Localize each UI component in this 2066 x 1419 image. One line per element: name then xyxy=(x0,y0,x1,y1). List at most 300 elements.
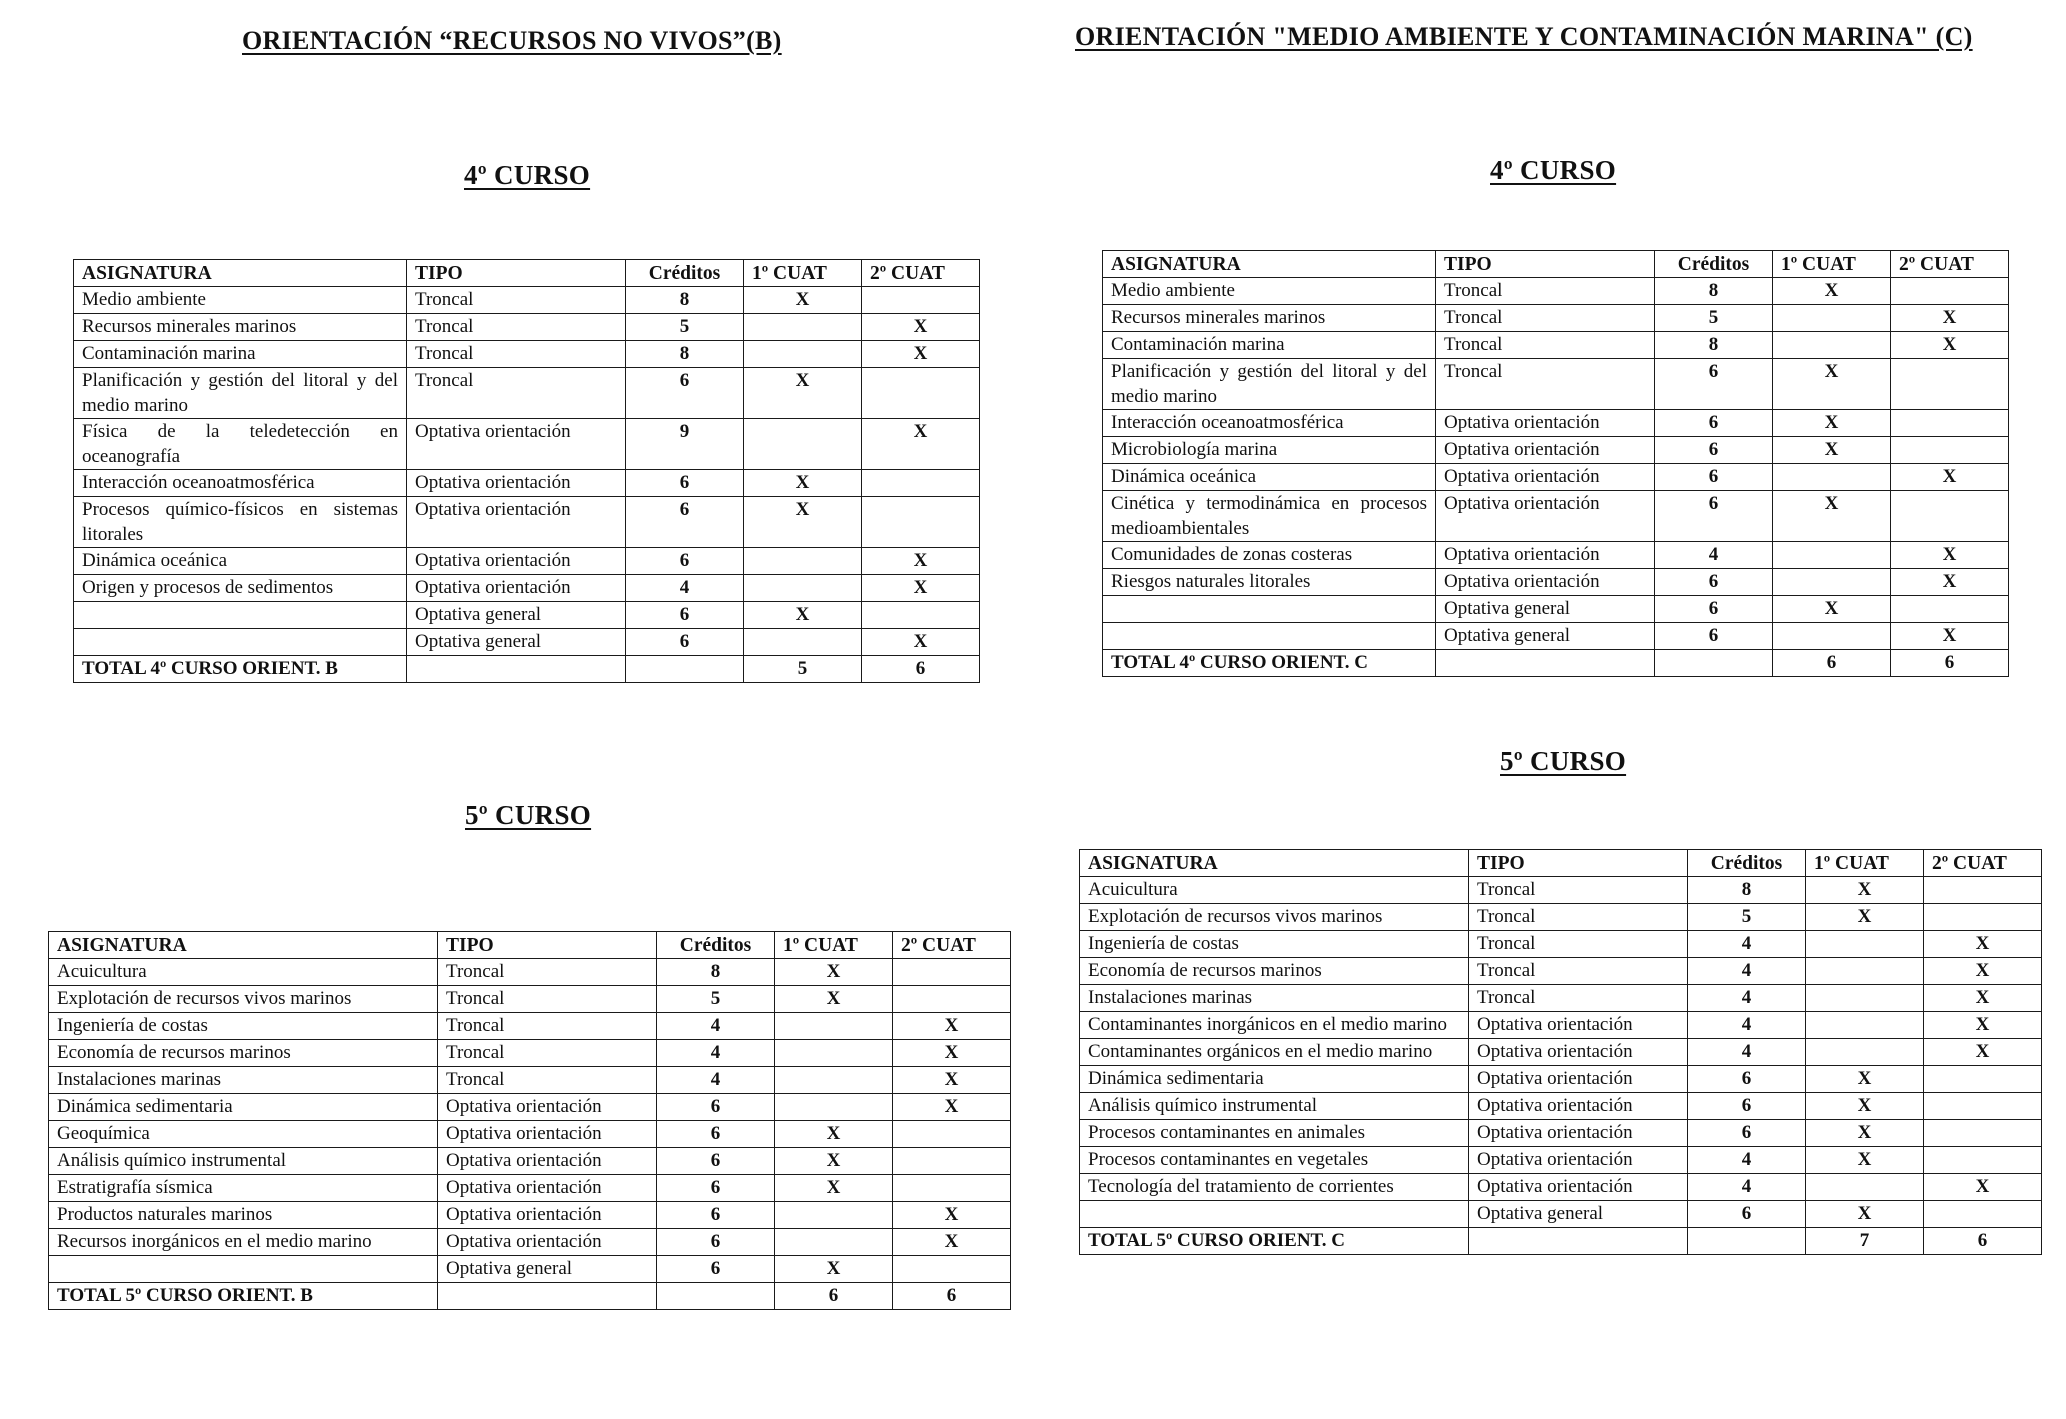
cuat2-cell xyxy=(1924,1120,2042,1147)
table-header-row xyxy=(74,260,980,287)
column-header: 1º CUAT xyxy=(1806,850,1924,877)
total-cell: 6 xyxy=(775,1283,893,1310)
table-row xyxy=(1103,569,2009,596)
table-row xyxy=(1080,1120,2042,1147)
credits-cell: 6 xyxy=(657,1256,775,1283)
cuat1-cell: X xyxy=(1806,904,1924,931)
subject-cell: Contaminación marina xyxy=(74,341,407,368)
table-row xyxy=(1080,1066,2042,1093)
credits-cell: 8 xyxy=(1655,332,1773,359)
column-header: ASIGNATURA xyxy=(49,932,438,959)
table-header-row xyxy=(1080,850,2042,877)
subject-cell: Ingeniería de costas xyxy=(49,1013,438,1040)
table-row xyxy=(1103,305,2009,332)
total-cell xyxy=(438,1283,657,1310)
type-cell: Optativa general xyxy=(407,629,626,656)
credits-cell: 4 xyxy=(626,575,744,602)
type-cell: Optativa orientación xyxy=(1436,491,1655,542)
cuat2-cell: X xyxy=(893,1202,1011,1229)
credits-cell: 6 xyxy=(626,470,744,497)
subject-cell: Ingeniería de costas xyxy=(1080,931,1469,958)
subject-cell: Recursos inorgánicos en el medio marino xyxy=(49,1229,438,1256)
subject-cell xyxy=(49,1256,438,1283)
cuat1-cell xyxy=(1773,464,1891,491)
credits-cell: 4 xyxy=(657,1013,775,1040)
subject-cell: Medio ambiente xyxy=(74,287,407,314)
cuat2-cell xyxy=(1924,1093,2042,1120)
table-row xyxy=(1103,437,2009,464)
type-cell: Optativa orientación xyxy=(407,497,626,548)
column-header: Créditos xyxy=(626,260,744,287)
cuat2-cell: X xyxy=(1891,623,2009,650)
cuat1-cell xyxy=(775,1013,893,1040)
total-cell xyxy=(1469,1228,1688,1255)
table-row xyxy=(1080,877,2042,904)
subject-cell: Economía de recursos marinos xyxy=(49,1040,438,1067)
table-row xyxy=(49,1013,1011,1040)
credits-cell: 6 xyxy=(657,1175,775,1202)
cuat2-cell xyxy=(862,470,980,497)
credits-cell: 6 xyxy=(1655,464,1773,491)
subject-cell: Explotación de recursos vivos marinos xyxy=(1080,904,1469,931)
credits-cell: 5 xyxy=(1655,305,1773,332)
credits-cell: 4 xyxy=(657,1067,775,1094)
table-row xyxy=(1080,1201,2042,1228)
curso5-c-heading: 5º CURSO xyxy=(1500,746,1627,776)
cuat2-cell: X xyxy=(862,629,980,656)
credits-cell: 6 xyxy=(1688,1120,1806,1147)
cuat2-cell: X xyxy=(893,1040,1011,1067)
type-cell: Optativa general xyxy=(1469,1201,1688,1228)
table-row xyxy=(1080,1012,2042,1039)
curso4-c-table xyxy=(1102,250,2009,677)
table-row xyxy=(49,1094,1011,1121)
table-row xyxy=(1080,1147,2042,1174)
cuat1-cell xyxy=(775,1094,893,1121)
type-cell: Optativa orientación xyxy=(438,1202,657,1229)
subject-cell: Contaminantes inorgánicos en el medio marino xyxy=(1080,1012,1469,1039)
type-cell: Optativa orientación xyxy=(1436,410,1655,437)
table-row xyxy=(74,470,980,497)
cuat1-cell xyxy=(1806,1012,1924,1039)
subject-cell: Dinámica oceánica xyxy=(1103,464,1436,491)
type-cell: Optativa general xyxy=(1436,596,1655,623)
subject-cell xyxy=(1103,596,1436,623)
type-cell: Troncal xyxy=(438,959,657,986)
credits-cell: 6 xyxy=(657,1202,775,1229)
table-row xyxy=(49,1121,1011,1148)
cuat1-cell: X xyxy=(1806,877,1924,904)
table-header-row xyxy=(49,932,1011,959)
credits-cell: 4 xyxy=(1655,542,1773,569)
type-cell: Troncal xyxy=(407,314,626,341)
table-row xyxy=(1103,596,2009,623)
cuat1-cell: X xyxy=(744,602,862,629)
table-row xyxy=(74,548,980,575)
subject-cell: Dinámica oceánica xyxy=(74,548,407,575)
credits-cell: 6 xyxy=(1688,1201,1806,1228)
total-cell: 6 xyxy=(1924,1228,2042,1255)
table-row xyxy=(74,419,980,470)
table-row xyxy=(1103,359,2009,410)
curso5-b-heading: 5º CURSO xyxy=(465,800,592,830)
subject-cell: Contaminación marina xyxy=(1103,332,1436,359)
subject-cell: Estratigrafía sísmica xyxy=(49,1175,438,1202)
table-row xyxy=(1080,904,2042,931)
credits-cell: 9 xyxy=(626,419,744,470)
credits-cell: 5 xyxy=(657,986,775,1013)
cuat2-cell xyxy=(893,1256,1011,1283)
subject-cell: Tecnología del tratamiento de corrientes xyxy=(1080,1174,1469,1201)
cuat2-cell xyxy=(1924,904,2042,931)
credits-cell: 8 xyxy=(1655,278,1773,305)
subject-cell xyxy=(1080,1201,1469,1228)
type-cell: Optativa orientación xyxy=(438,1121,657,1148)
type-cell: Optativa orientación xyxy=(1469,1174,1688,1201)
type-cell: Troncal xyxy=(1469,931,1688,958)
credits-cell: 6 xyxy=(1655,491,1773,542)
cuat2-cell xyxy=(862,287,980,314)
column-header: TIPO xyxy=(1436,251,1655,278)
type-cell: Optativa orientación xyxy=(1469,1012,1688,1039)
table-row xyxy=(1103,623,2009,650)
credits-cell: 4 xyxy=(1688,1012,1806,1039)
total-label: TOTAL 5º CURSO ORIENT. B xyxy=(49,1283,438,1310)
total-label: TOTAL 4º CURSO ORIENT. B xyxy=(74,656,407,683)
type-cell: Optativa orientación xyxy=(1469,1039,1688,1066)
table-row xyxy=(49,959,1011,986)
table-row xyxy=(74,602,980,629)
type-cell: Troncal xyxy=(1436,278,1655,305)
subject-cell: Procesos contaminantes en vegetales xyxy=(1080,1147,1469,1174)
cuat1-cell xyxy=(1773,332,1891,359)
credits-cell: 4 xyxy=(1688,1039,1806,1066)
credits-cell: 4 xyxy=(1688,958,1806,985)
credits-cell: 6 xyxy=(1655,359,1773,410)
cuat2-cell xyxy=(1924,1066,2042,1093)
cuat2-cell: X xyxy=(893,1094,1011,1121)
type-cell: Optativa orientación xyxy=(407,419,626,470)
total-row xyxy=(49,1283,1011,1310)
cuat1-cell: X xyxy=(775,959,893,986)
cuat1-cell: X xyxy=(744,287,862,314)
cuat2-cell: X xyxy=(862,314,980,341)
cuat1-cell xyxy=(744,341,862,368)
column-header: Créditos xyxy=(1688,850,1806,877)
type-cell: Troncal xyxy=(438,1013,657,1040)
table-row xyxy=(1080,1093,2042,1120)
cuat1-cell xyxy=(1773,569,1891,596)
subject-cell: Geoquímica xyxy=(49,1121,438,1148)
subject-cell: Riesgos naturales litorales xyxy=(1103,569,1436,596)
table-row xyxy=(49,1148,1011,1175)
cuat1-cell: X xyxy=(1773,491,1891,542)
table-row xyxy=(49,1229,1011,1256)
column-header: 2º CUAT xyxy=(893,932,1011,959)
cuat2-cell xyxy=(1891,278,2009,305)
subject-cell: Dinámica sedimentaria xyxy=(49,1094,438,1121)
table-row xyxy=(74,341,980,368)
credits-cell: 8 xyxy=(657,959,775,986)
credits-cell: 6 xyxy=(657,1121,775,1148)
type-cell: Optativa orientación xyxy=(1469,1066,1688,1093)
cuat2-cell: X xyxy=(1891,305,2009,332)
table-row xyxy=(1103,410,2009,437)
credits-cell: 6 xyxy=(1655,437,1773,464)
type-cell: Troncal xyxy=(438,1067,657,1094)
type-cell: Optativa orientación xyxy=(438,1175,657,1202)
table-row xyxy=(49,1040,1011,1067)
cuat2-cell: X xyxy=(1924,985,2042,1012)
total-cell xyxy=(626,656,744,683)
column-header: 1º CUAT xyxy=(1773,251,1891,278)
cuat1-cell: X xyxy=(775,1121,893,1148)
cuat1-cell: X xyxy=(1773,596,1891,623)
cuat2-cell: X xyxy=(893,1229,1011,1256)
column-header: 1º CUAT xyxy=(744,260,862,287)
cuat2-cell: X xyxy=(1924,1012,2042,1039)
cuat2-cell xyxy=(1891,410,2009,437)
curso4-b-heading: 4º CURSO xyxy=(464,160,591,190)
type-cell: Optativa general xyxy=(438,1256,657,1283)
table-row xyxy=(1080,958,2042,985)
type-cell: Optativa orientación xyxy=(1436,464,1655,491)
table-row xyxy=(74,368,980,419)
credits-cell: 8 xyxy=(1688,877,1806,904)
table-row xyxy=(74,575,980,602)
cuat1-cell: X xyxy=(1806,1120,1924,1147)
subject-cell: Procesos químico-físicos en sistemas litorales xyxy=(74,497,407,548)
total-cell: 6 xyxy=(1891,650,2009,677)
subject-cell: Planificación y gestión del litoral y del medio marino xyxy=(74,368,407,419)
type-cell: Optativa orientación xyxy=(1436,542,1655,569)
cuat2-cell xyxy=(893,1175,1011,1202)
cuat2-cell xyxy=(1891,359,2009,410)
type-cell: Optativa orientación xyxy=(438,1148,657,1175)
type-cell: Optativa orientación xyxy=(1469,1147,1688,1174)
cuat1-cell: X xyxy=(1773,278,1891,305)
cuat1-cell xyxy=(744,629,862,656)
cuat2-cell: X xyxy=(862,341,980,368)
subject-cell: Interacción oceanoatmosférica xyxy=(1103,410,1436,437)
cuat2-cell xyxy=(1891,491,2009,542)
type-cell: Troncal xyxy=(407,287,626,314)
type-cell: Optativa orientación xyxy=(438,1094,657,1121)
credits-cell: 4 xyxy=(657,1040,775,1067)
cuat1-cell: X xyxy=(1773,359,1891,410)
subject-cell: Procesos contaminantes en animales xyxy=(1080,1120,1469,1147)
cuat2-cell: X xyxy=(862,419,980,470)
subject-cell: Microbiología marina xyxy=(1103,437,1436,464)
total-row xyxy=(1103,650,2009,677)
credits-cell: 6 xyxy=(1655,596,1773,623)
subject-cell: Análisis químico instrumental xyxy=(49,1148,438,1175)
subject-cell: Acuicultura xyxy=(1080,877,1469,904)
credits-cell: 6 xyxy=(626,602,744,629)
cuat1-cell xyxy=(1773,305,1891,332)
column-header: TIPO xyxy=(407,260,626,287)
cuat1-cell: X xyxy=(1806,1066,1924,1093)
cuat1-cell xyxy=(1806,931,1924,958)
credits-cell: 6 xyxy=(1688,1093,1806,1120)
cuat2-cell xyxy=(1924,1147,2042,1174)
credits-cell: 4 xyxy=(1688,1147,1806,1174)
credits-cell: 6 xyxy=(1655,410,1773,437)
cuat1-cell: X xyxy=(775,1148,893,1175)
cuat1-cell: X xyxy=(1806,1201,1924,1228)
credits-cell: 8 xyxy=(626,287,744,314)
cuat2-cell xyxy=(862,602,980,629)
total-row xyxy=(1080,1228,2042,1255)
table-row xyxy=(1080,985,2042,1012)
total-row xyxy=(74,656,980,683)
table-row xyxy=(49,986,1011,1013)
table-row xyxy=(49,1256,1011,1283)
cuat2-cell: X xyxy=(1891,332,2009,359)
subject-cell: Interacción oceanoatmosférica xyxy=(74,470,407,497)
subject-cell: Análisis químico instrumental xyxy=(1080,1093,1469,1120)
credits-cell: 6 xyxy=(1655,569,1773,596)
cuat1-cell xyxy=(744,548,862,575)
cuat2-cell xyxy=(862,497,980,548)
credits-cell: 6 xyxy=(626,368,744,419)
type-cell: Optativa orientación xyxy=(407,548,626,575)
cuat1-cell xyxy=(775,1229,893,1256)
cuat1-cell: X xyxy=(1773,410,1891,437)
table-row xyxy=(1103,464,2009,491)
type-cell: Optativa general xyxy=(1436,623,1655,650)
type-cell: Troncal xyxy=(1436,332,1655,359)
total-label: TOTAL 4º CURSO ORIENT. C xyxy=(1103,650,1436,677)
subject-cell: Comunidades de zonas costeras xyxy=(1103,542,1436,569)
credits-cell: 6 xyxy=(626,548,744,575)
type-cell: Optativa orientación xyxy=(438,1229,657,1256)
subject-cell: Origen y procesos de sedimentos xyxy=(74,575,407,602)
credits-cell: 5 xyxy=(1688,904,1806,931)
table-row xyxy=(74,629,980,656)
table-row xyxy=(1080,1174,2042,1201)
type-cell: Optativa orientación xyxy=(1436,437,1655,464)
table-row xyxy=(1103,332,2009,359)
type-cell: Troncal xyxy=(1436,359,1655,410)
column-header: 2º CUAT xyxy=(1891,251,2009,278)
table-row xyxy=(74,497,980,548)
total-cell xyxy=(1688,1228,1806,1255)
column-header: 2º CUAT xyxy=(1924,850,2042,877)
table-row xyxy=(49,1067,1011,1094)
cuat2-cell: X xyxy=(1924,1039,2042,1066)
credits-cell: 6 xyxy=(1688,1066,1806,1093)
cuat1-cell: X xyxy=(775,1175,893,1202)
subject-cell: Instalaciones marinas xyxy=(49,1067,438,1094)
cuat2-cell: X xyxy=(1891,569,2009,596)
cuat2-cell: X xyxy=(1924,958,2042,985)
credits-cell: 6 xyxy=(626,497,744,548)
cuat1-cell xyxy=(1806,958,1924,985)
table-row xyxy=(1103,278,2009,305)
cuat1-cell xyxy=(775,1202,893,1229)
subject-cell: Medio ambiente xyxy=(1103,278,1436,305)
credits-cell: 6 xyxy=(657,1094,775,1121)
cuat2-cell xyxy=(893,986,1011,1013)
table-row xyxy=(74,287,980,314)
credits-cell: 6 xyxy=(1655,623,1773,650)
subject-cell xyxy=(74,602,407,629)
cuat1-cell xyxy=(1806,985,1924,1012)
subject-cell xyxy=(74,629,407,656)
credits-cell: 5 xyxy=(626,314,744,341)
credits-cell: 6 xyxy=(657,1229,775,1256)
cuat1-cell xyxy=(1773,623,1891,650)
type-cell: Optativa orientación xyxy=(407,470,626,497)
total-cell: 5 xyxy=(744,656,862,683)
type-cell: Troncal xyxy=(1469,958,1688,985)
subject-cell: Explotación de recursos vivos marinos xyxy=(49,986,438,1013)
table-row xyxy=(1103,491,2009,542)
subject-cell xyxy=(1103,623,1436,650)
curso5-c-table xyxy=(1079,849,2042,1255)
table-row xyxy=(49,1175,1011,1202)
cuat1-cell xyxy=(1806,1174,1924,1201)
cuat2-cell xyxy=(862,368,980,419)
curso5-b-table xyxy=(48,931,1011,1310)
subject-cell: Economía de recursos marinos xyxy=(1080,958,1469,985)
cuat2-cell: X xyxy=(893,1067,1011,1094)
type-cell: Troncal xyxy=(1436,305,1655,332)
cuat1-cell: X xyxy=(744,470,862,497)
orientation-b-title: ORIENTACIÓN “RECURSOS NO VIVOS”(B) xyxy=(242,26,782,55)
cuat2-cell xyxy=(893,1148,1011,1175)
cuat2-cell xyxy=(1891,596,2009,623)
cuat1-cell: X xyxy=(1806,1093,1924,1120)
credits-cell: 6 xyxy=(626,629,744,656)
type-cell: Optativa orientación xyxy=(407,575,626,602)
cuat2-cell: X xyxy=(1891,464,2009,491)
table-row xyxy=(1080,1039,2042,1066)
type-cell: Troncal xyxy=(407,368,626,419)
credits-cell: 8 xyxy=(626,341,744,368)
cuat1-cell: X xyxy=(775,1256,893,1283)
cuat2-cell xyxy=(1891,437,2009,464)
type-cell: Optativa orientación xyxy=(1436,569,1655,596)
cuat1-cell xyxy=(744,575,862,602)
total-cell xyxy=(657,1283,775,1310)
type-cell: Optativa general xyxy=(407,602,626,629)
column-header: TIPO xyxy=(1469,850,1688,877)
type-cell: Troncal xyxy=(1469,877,1688,904)
type-cell: Optativa orientación xyxy=(1469,1093,1688,1120)
column-header: Créditos xyxy=(1655,251,1773,278)
table-row xyxy=(49,1202,1011,1229)
subject-cell: Dinámica sedimentaria xyxy=(1080,1066,1469,1093)
cuat2-cell: X xyxy=(862,548,980,575)
column-header: ASIGNATURA xyxy=(1080,850,1469,877)
total-cell: 6 xyxy=(1773,650,1891,677)
total-cell xyxy=(1655,650,1773,677)
total-label: TOTAL 5º CURSO ORIENT. C xyxy=(1080,1228,1469,1255)
cuat2-cell: X xyxy=(1924,931,2042,958)
subject-cell: Recursos minerales marinos xyxy=(74,314,407,341)
column-header: ASIGNATURA xyxy=(74,260,407,287)
cuat1-cell xyxy=(744,419,862,470)
cuat1-cell: X xyxy=(1806,1147,1924,1174)
total-cell xyxy=(1436,650,1655,677)
cuat2-cell xyxy=(1924,1201,2042,1228)
credits-cell: 4 xyxy=(1688,1174,1806,1201)
subject-cell: Recursos minerales marinos xyxy=(1103,305,1436,332)
credits-cell: 4 xyxy=(1688,931,1806,958)
type-cell: Troncal xyxy=(438,986,657,1013)
